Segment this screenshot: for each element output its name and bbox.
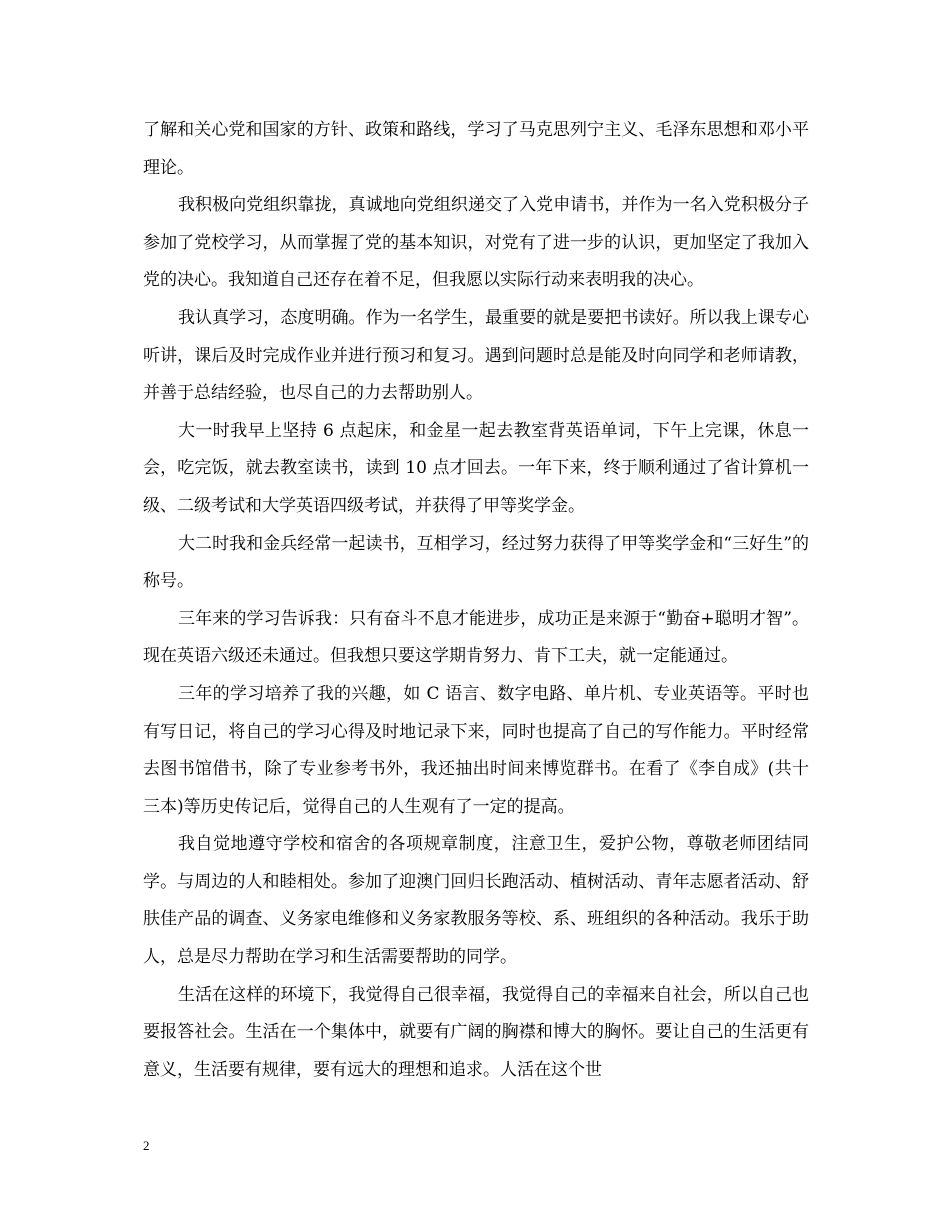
paragraph-interests: 三年的学习培养了我的兴趣，如 C 语言、数字电路、单片机、专业英语等。平时也有写日记，将自己的学习心得及时地记录下来，同时也提高了自己的写作能力。平时经常去图书馆借书，除了专业参考书外，我还抽出时间来博览群书。在看了《李自成》(共十三本)等历史传记后，觉得自己的人生观有了一定的提高。 — [143, 683, 809, 817]
paragraph-freshman-year: 大一时我早上坚持 6 点起床，和金星一起去教室背英语单词，下午上完课，休息一会，吃完饭，就去教室读书，读到 10 点才回去。一年下来，终于顺利通过了省计算机一级、二级考试和大学英语四级考试，并获得了甲等奖学金。 — [143, 420, 809, 516]
paragraph-rules-and-activities: 我自觉地遵守学校和宿舍的各项规章制度，注意卫生，爱护公物，尊敬老师团结同学。与周边的人和睦相处。参加了迎澳门回归长跑活动、植树活动、青年志愿者活动、舒肤佳产品的调查、义务家电维修和义务家教服务等校、系、班组织的各种活动。我乐于助人，总是尽力帮助在学习和生活需要帮助的同学。 — [143, 834, 809, 968]
document-body — [143, 112, 809, 1089]
paragraph-sophomore-year: 大二时我和金兵经常一起读书，互相学习，经过努力获得了甲等奖学金和“三好生”的称号。 — [143, 533, 809, 592]
page-number: 2 — [143, 1138, 150, 1153]
paragraph-party-application: 我积极向党组织靠拢，真诚地向党组织递交了入党申请书，并作为一名入党积极分子参加了党校学习，从而掌握了党的基本知识，对党有了进一步的认识，更加坚定了我加入党的决心。我知道自己还存在着不足，但我愿以实际行动来表明我的决心。 — [143, 195, 809, 291]
paragraph-three-years-lesson: 三年来的学习告诉我：只有奋斗不息才能进步，成功正是来源于“勤奋+聪明才智”。现在英语六级还未通过。但我想只要这学期肯努力、肯下工夫，就一定能通过。 — [143, 608, 809, 667]
paragraph-life-reflection: 生活在这样的环境下，我觉得自己很幸福，我觉得自己的幸福来自社会，所以自己也要报答社会。生活在一个集体中，就要有广阔的胸襟和博大的胸怀。要让自己的生活更有意义，生活要有规律，要有远大的理想和追求。人活在这个世 — [143, 984, 809, 1080]
paragraph-continuation: 了解和关心党和国家的方针、政策和路线，学习了马克思列宁主义、毛泽东思想和邓小平理论。 — [143, 120, 809, 178]
paragraph-study-attitude: 我认真学习，态度明确。作为一名学生，最重要的就是要把书读好。所以我上课专心听讲，课后及时完成作业并进行预习和复习。遇到问题时总是能及时向同学和老师请教，并善于总结经验，也尽自己的力去帮助别人。 — [143, 307, 809, 404]
